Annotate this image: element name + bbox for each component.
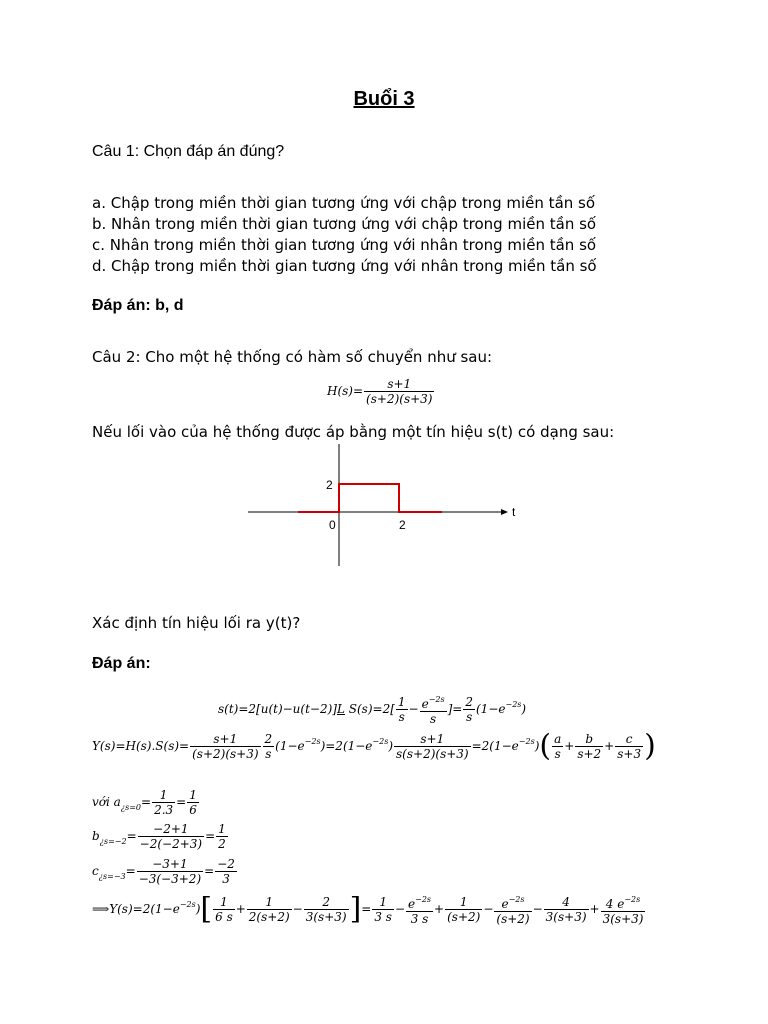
frac (494, 893, 531, 926)
num: −3+1 (137, 857, 203, 872)
frac (601, 893, 646, 926)
paren: ) (521, 702, 527, 716)
num: 2 (304, 895, 349, 910)
final-expression: $⟹Y(s)=2(1-e^{-2s})$[ $\frac{1}{6 s}$ + $\frac{1}{2(s+2)}$ − $\frac{2}{3(s+3)}$ ]= $\frac{1}{3 s}$ − $\frac{e^{-2s}}{3 s}$ + $\frac{1}{(s+2)}$ − $\frac{e^{-2s}}{(s+2)}$ − $\frac{4}{3(s+3)}$ + $\frac{4 e^{-2s}}{3(s+3)}$ (92, 891, 644, 927)
num: s+1 (190, 732, 260, 747)
h-denominator: (s+2)(s+3) (366, 392, 433, 406)
num: 2 (264, 732, 273, 746)
paren: ) (534, 739, 540, 753)
sub: ¿s=−2 (99, 837, 127, 846)
frac-2-s (263, 732, 275, 761)
frac-e-s (420, 693, 447, 726)
h-lhs: H(s)= (327, 384, 364, 398)
x-tick-two: 2 (399, 518, 406, 532)
den: 2(s+2) (248, 910, 290, 924)
num: s+1 (394, 732, 471, 747)
e: e (421, 697, 429, 711)
frac-b (575, 732, 603, 761)
frac-1-s (396, 695, 408, 724)
x-tick-zero: 0 (329, 518, 336, 532)
den: (s+2) (496, 912, 530, 926)
sub: ¿s=−3 (98, 872, 126, 881)
num: −2+1 (138, 822, 204, 837)
den: s (466, 710, 473, 724)
exp: −2s (304, 737, 321, 746)
answer-label: Đáp án: (92, 655, 151, 672)
x-axis-label: t (512, 505, 516, 519)
implies-arrow: ⟹ (92, 902, 110, 916)
frac (445, 895, 482, 924)
exp: −2s (505, 700, 522, 709)
signal-plot (240, 440, 530, 570)
num: 1 (397, 695, 406, 709)
eq2: =2(1−e (325, 739, 373, 753)
option-c: c. Nhân trong miền thời gian tương ứng với nhân trong miền tần số (92, 236, 597, 254)
paren: ) (320, 739, 326, 753)
input-description: Nếu lối vào của hệ thống được áp bằng một tín hiệu s(t) có dạng sau: (92, 423, 615, 441)
sub: ¿s=0 (120, 803, 141, 812)
frac-val (215, 857, 237, 886)
question-2: Câu 2: Cho một hệ thống có hàm số chuyển như sau: (92, 348, 493, 366)
frac (544, 895, 589, 924)
coef-c: $c_{¿s=-3}=$ $\frac{-3+1}{-3(-3+2)}$ = $\frac{-2}{3}$ (92, 857, 235, 886)
den: s (430, 712, 437, 726)
exp: −2s (508, 895, 525, 904)
paren: ) (195, 902, 201, 916)
num (420, 693, 447, 712)
den: s (265, 747, 272, 761)
bracket-close: ] (349, 891, 362, 927)
exp: −2s (415, 895, 432, 904)
frac (304, 895, 349, 924)
num: a (554, 732, 562, 746)
frac-ys (394, 732, 471, 761)
den: 6 s (215, 910, 233, 924)
frac-val (187, 788, 199, 817)
e: e (408, 897, 416, 911)
num (601, 893, 646, 912)
exp: −2s (179, 900, 196, 909)
exp: −2s (518, 737, 535, 746)
pulse-signal (298, 484, 442, 512)
num: 4 (544, 895, 589, 910)
den: s+2 (577, 747, 602, 761)
lhs: Y(s)=2(1−e (109, 902, 180, 916)
label: với a (92, 795, 121, 809)
paren-close: ) (644, 728, 656, 764)
option-d: d. Chập trong miền thời gian tương ứng với nhân trong miền tần số (92, 257, 597, 275)
question-1: Câu 1: Chọn đáp án đúng? (92, 143, 285, 160)
num: c (615, 732, 643, 747)
frac-a (552, 732, 563, 761)
exp: −2s (624, 895, 641, 904)
frac-hs (190, 732, 260, 761)
label: b (92, 829, 100, 843)
den: 2 (218, 837, 226, 851)
den: s+3 (617, 747, 642, 761)
option-b: b. Nhân trong miền thời gian tương ứng với chập trong miền tần số (92, 215, 597, 233)
den: 6 (189, 803, 197, 817)
options-list (92, 193, 597, 277)
den: (s+2)(s+3) (192, 747, 259, 761)
e: e (501, 897, 509, 911)
num: 1 (189, 788, 197, 802)
signal-laplace-line: s(t)=2[u(t)−u(t−2)]L S(s)=2[ $\frac{1}{s}$ − $\frac{e^{-2s}}{s}$ ]= $\frac{2}{s}$ $(1-e^{-2s})$ (218, 695, 527, 726)
den: 3 (222, 872, 230, 886)
num: 1 (372, 895, 394, 910)
coef-a: với $a_{¿s=0}=$ $\frac{1}{2.3}$ = $\frac{1}{6}$ (92, 788, 197, 817)
paren-open: ( (539, 728, 552, 764)
den: 3(s+3) (305, 910, 347, 924)
num: −2 (217, 857, 235, 871)
y-lhs: Y(s)=H(s).S(s)= (92, 739, 190, 753)
frac-2-s (463, 695, 475, 724)
num: b (575, 732, 603, 747)
y-tick-label: 2 (326, 478, 333, 492)
den: s (554, 747, 561, 761)
num: 1 (445, 895, 482, 910)
laplace-operator: L (336, 702, 345, 716)
num: 1 (152, 788, 175, 803)
exp: −2s (428, 695, 445, 704)
den: −3(−3+2) (138, 872, 202, 886)
den: −2(−2+3) (139, 837, 203, 851)
num (406, 893, 433, 912)
h-numerator: s+1 (364, 377, 434, 392)
one-minus: (1−e (275, 739, 305, 753)
den: 3(s+3) (602, 912, 644, 926)
e: 4 e (605, 897, 625, 911)
num: 1 (247, 895, 292, 910)
den: 2.3 (154, 803, 174, 817)
bracket-open: [ (200, 891, 213, 927)
frac (372, 895, 394, 924)
num: 1 (218, 822, 226, 836)
num (494, 893, 531, 912)
den: 3(s+3) (545, 910, 587, 924)
exp: −2s (372, 737, 389, 746)
frac (406, 893, 433, 926)
task-text: Xác định tín hiệu lối ra y(t)? (92, 614, 301, 632)
ss-lhs: S(s)=2[ (348, 702, 395, 716)
frac (152, 788, 175, 817)
output-laplace-line: Y(s)=H(s).S(s)= $\frac{s+1}{(s+2)(s+3)}$ $\frac{2}{s}$ $(1-e^{-2s})=2(1-e^{-2s})$ $\frac{s+1}{s(s+2)(s+3)}$ $=2(1-e^{-2s})$( $\frac{a}{s}$ + $\frac{b}{s+2}$ + $\frac{c}{s+3}$ ) (92, 728, 656, 764)
den: (s+2) (447, 910, 481, 924)
frac (137, 857, 203, 886)
st-expression: s(t)=2[u(t)−u(t−2)] (218, 702, 337, 716)
den: 3 s (410, 912, 429, 926)
frac (138, 822, 204, 851)
frac (247, 895, 292, 924)
frac (213, 895, 235, 924)
label: c (92, 864, 99, 878)
x-axis-arrow (501, 509, 508, 515)
eq: ]= (447, 702, 463, 716)
den: s(s+2)(s+3) (396, 747, 469, 761)
coef-b: $b_{¿s=-2}=$ $\frac{-2+1}{-2(-2+3)}$ = $\frac{1}{2}$ (92, 822, 226, 851)
den: s (398, 710, 405, 724)
one-minus: (1−e (476, 702, 506, 716)
answer-1: Đáp án: b, d (92, 297, 184, 314)
den: 3 s (374, 910, 392, 924)
eq3: =2(1−e (471, 739, 519, 753)
num: 1 (213, 895, 235, 910)
paren: ) (388, 739, 394, 753)
transfer-function (327, 377, 435, 406)
page-title: Buổi 3 (353, 88, 415, 110)
h-fraction (364, 377, 434, 406)
option-a: a. Chập trong miền thời gian tương ứng với chập trong miền tần số (92, 194, 596, 212)
frac-val (216, 822, 228, 851)
num: 2 (465, 695, 473, 709)
frac-c (615, 732, 643, 761)
